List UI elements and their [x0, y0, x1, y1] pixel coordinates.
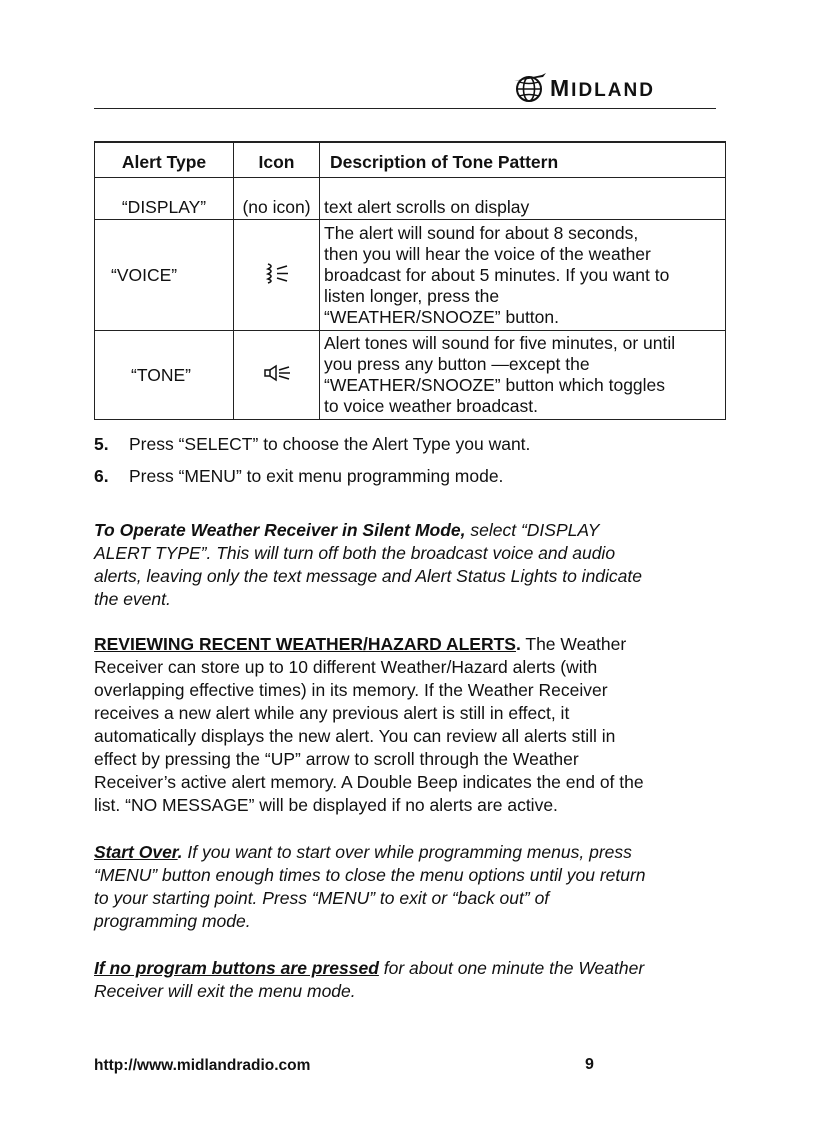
- logo-wordmark: MIDLAND: [550, 74, 655, 101]
- page-number: 9: [585, 1056, 594, 1073]
- start-over-heading: Start Over: [94, 842, 178, 862]
- description-line: then you will hear the voice of the weather: [324, 243, 651, 264]
- speaker-tone-icon: [262, 364, 292, 382]
- alert-type-table: [94, 141, 726, 420]
- table-header-row: [95, 142, 726, 178]
- paragraph-line: to your starting point. Press “MENU” to exit or “back out” of: [94, 888, 550, 908]
- paragraph-line: receives a new alert while any previous alert is still in effect, it: [94, 703, 570, 723]
- alert-type-display: “DISPLAY”: [95, 178, 234, 220]
- header-rule: [94, 108, 716, 109]
- start-over-paragraph: Start Over. If you want to start over while programming menus, press “MENU” button enough times to close the menu options until you return to your starting point. Press “MENU” to exit or “back out” of programming mode.: [94, 841, 724, 933]
- reviewing-alerts-paragraph: REVIEWING RECENT WEATHER/HAZARD ALERTS. The Weather Receiver can store up to 10 different Weather/Hazard alerts (with overlapping effective times) in its memory. If the Weather Receiver receives a new alert while any previous alert is still in effect, it automatically displays the new alert. You can review all alerts still in effect by pressing the “UP” arrow to scroll through the Weather Receiver’s active alert memory. A Double Beep indicates the end of the list. “NO MESSAGE” will be displayed if no alerts are active.: [94, 633, 724, 817]
- description-line: listen longer, press the: [324, 285, 500, 306]
- no-program-paragraph: If no program buttons are pressed for about one minute the Weather Receiver will exit the menu mode.: [94, 957, 724, 1003]
- description-tone: [320, 331, 726, 420]
- alert-type-voice: “VOICE”: [95, 220, 234, 331]
- header-icon: Icon: [234, 142, 320, 178]
- description-display: text alert scrolls on display: [320, 178, 726, 220]
- step-6: [94, 465, 503, 488]
- reviewing-heading: REVIEWING RECENT WEATHER/HAZARD ALERTS: [94, 634, 516, 654]
- table-row-tone: [95, 331, 726, 420]
- paragraph-line: alerts, leaving only the text message and Alert Status Lights to indicate: [94, 566, 642, 586]
- silent-mode-heading: To Operate Weather Receiver in Silent Mode,: [94, 520, 466, 540]
- paragraph-line: the event.: [94, 589, 171, 609]
- paragraph-line: Receiver will exit the menu mode.: [94, 981, 356, 1001]
- description-line: broadcast for about 5 minutes. If you want to: [324, 264, 670, 285]
- description-line: Alert tones will sound for five minutes, or until: [324, 333, 676, 353]
- step-text: Press “SELECT” to choose the Alert Type you want.: [129, 434, 531, 454]
- header-alert-type: Alert Type: [95, 142, 234, 178]
- table-row-display: [95, 178, 726, 220]
- paragraph-line: ALERT TYPE”. This will turn off both the broadcast voice and audio: [94, 543, 616, 563]
- paragraph-line: Receiver’s active alert memory. A Double Beep indicates the end of the: [94, 772, 644, 792]
- no-program-heading: If no program buttons are pressed: [94, 958, 379, 978]
- paragraph-line: programming mode.: [94, 911, 251, 931]
- step-5: [94, 433, 530, 456]
- description-line: you press any button —except the: [324, 354, 590, 374]
- tone-icon-cell: [234, 331, 320, 420]
- table-row-voice: [95, 220, 726, 331]
- description-line: “WEATHER/SNOOZE” button.: [324, 306, 559, 327]
- voice-wave-icon: [263, 262, 291, 284]
- description-line: to voice weather broadcast.: [324, 396, 539, 416]
- paragraph-line: list. “NO MESSAGE” will be displayed if no alerts are active.: [94, 795, 558, 815]
- footer-url: http://www.midlandradio.com: [94, 1057, 311, 1074]
- step-text: Press “MENU” to exit menu programming mode.: [129, 466, 504, 486]
- globe-logo-icon: [512, 71, 548, 105]
- no-icon-label: (no icon): [234, 178, 320, 220]
- paragraph-line: Receiver can store up to 10 different Weather/Hazard alerts (with: [94, 657, 598, 677]
- header-description: Description of Tone Pattern: [320, 142, 726, 178]
- midland-logo: [512, 70, 655, 106]
- voice-icon-cell: [234, 220, 320, 331]
- description-line: The alert will sound for about 8 seconds,: [324, 222, 639, 243]
- description-voice: [320, 220, 726, 331]
- step-number: 6.: [94, 466, 109, 486]
- step-number: 5.: [94, 434, 109, 454]
- paragraph-line: automatically displays the new alert. You can review all alerts still in: [94, 726, 616, 746]
- alert-type-tone: “TONE”: [95, 331, 234, 420]
- description-line: “WEATHER/SNOOZE” button which toggles: [324, 375, 666, 395]
- paragraph-line: effect by pressing the “UP” arrow to scroll through the Weather: [94, 749, 579, 769]
- paragraph-line: “MENU” button enough times to close the menu options until you return: [94, 865, 646, 885]
- silent-mode-paragraph: To Operate Weather Receiver in Silent Mode, select “DISPLAY ALERT TYPE”. This will turn off both the broadcast voice and audio alerts, leaving only the text message and Alert Status Lights to indicate the event.: [94, 519, 724, 611]
- paragraph-line: overlapping effective times) in its memory. If the Weather Receiver: [94, 680, 608, 700]
